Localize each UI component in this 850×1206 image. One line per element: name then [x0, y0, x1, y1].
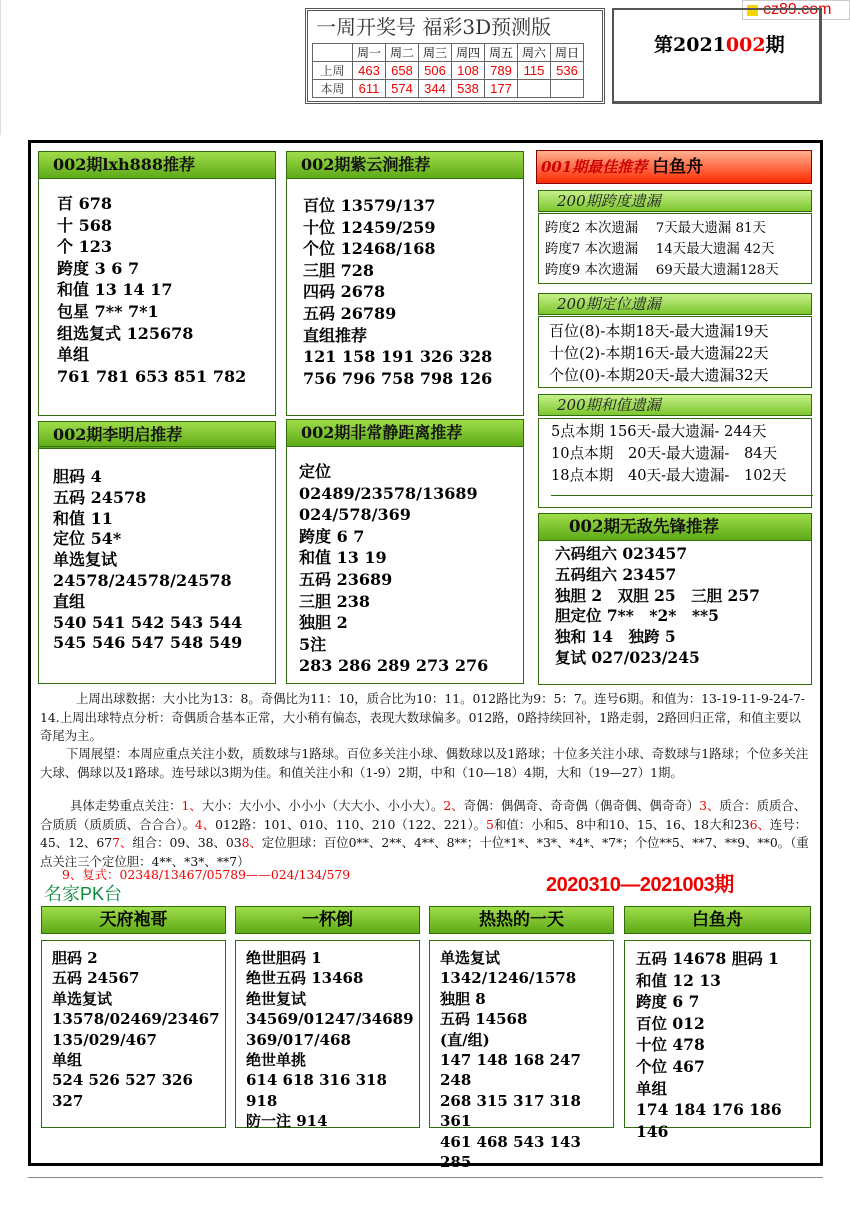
- pk-line: 单组: [636, 1078, 668, 1098]
- draw-number: 574: [386, 80, 419, 98]
- box-line: 五码 24578: [53, 487, 147, 507]
- pos-miss-content: [538, 316, 812, 388]
- pk-line: 防一注 914: [246, 1112, 328, 1131]
- pk-line: 绝世胆码 1: [246, 949, 322, 967]
- box-line: 组选复式 125678: [57, 323, 194, 343]
- box-line: 六码组六 023457: [555, 544, 688, 563]
- box-line: 十位 12459/259: [303, 217, 436, 237]
- box3-content: [38, 446, 276, 684]
- analysis-paragraph-4: 9、复式：02348/13467/05789——024/134/579: [62, 867, 351, 882]
- pk-line: 147 148 168 247 248: [440, 1051, 581, 1090]
- pos-miss-title: 200期定位遗漏: [538, 293, 812, 315]
- pk-col2-content: [235, 940, 420, 1131]
- miss-line: 个位(0)-本期20天-最大遗漏32天: [549, 366, 769, 384]
- pk-line: 跨度 6 7: [636, 992, 700, 1012]
- box-line: 24578/24578/24578: [53, 570, 232, 590]
- draw-number: 344: [419, 80, 452, 98]
- box1-content: [38, 178, 276, 416]
- draw-number: 789: [485, 62, 518, 80]
- pk-line: (直/组): [440, 1030, 490, 1049]
- box-line: 121 158 191 326 328: [303, 347, 493, 367]
- box-line: 百位 13579/137: [303, 196, 436, 215]
- draw-number: [551, 80, 584, 98]
- box-line: 跨度 6 7: [299, 526, 365, 546]
- issue-number: 002: [725, 34, 766, 56]
- pk-section-label: 名家PK台: [44, 884, 123, 904]
- pk-line: 百位 012: [636, 1013, 705, 1033]
- row-label: 本周: [313, 80, 353, 98]
- span-miss-content: [538, 213, 812, 284]
- box-line: 5注: [299, 634, 327, 654]
- box2-content: [286, 178, 524, 416]
- weekly-draw-title: 一周开奖号 福彩3D预测版: [316, 15, 552, 39]
- pk-line: 单选复试: [52, 989, 113, 1008]
- box-line: 三胆 728: [303, 260, 374, 280]
- pk-line: 绝世五码 13468: [246, 969, 364, 988]
- pk-line: 五码 14568: [440, 1010, 528, 1029]
- draw-number: 536: [551, 62, 584, 80]
- pk-col3-title: 热热的一天: [429, 906, 614, 934]
- miss-line: 5点本期 156天-最大遗漏- 244天: [551, 423, 767, 440]
- last-week-row: [313, 62, 584, 80]
- day-header: 周五: [485, 44, 518, 62]
- box-line: 复试 027/023/245: [555, 647, 700, 667]
- draw-number: 115: [518, 62, 551, 80]
- sum-miss-content: [538, 418, 812, 508]
- day-header: 周二: [386, 44, 419, 62]
- pk-line: 174 184 176 186 146: [636, 1100, 782, 1141]
- day-header: 周一: [353, 44, 386, 62]
- day-header: 周三: [419, 44, 452, 62]
- pk-line: 五码 24567: [52, 969, 140, 988]
- box-line: 024/578/369: [299, 505, 411, 525]
- left-edge-line: [0, 0, 1, 135]
- pk-line: 绝世单挑: [246, 1051, 307, 1070]
- box-line: 283 286 289 273 276: [299, 656, 489, 676]
- miss-line: 10点本期 20天-最大遗漏- 84天: [551, 445, 778, 462]
- miss-line: 跨度9 本次遗漏 69天最大遗漏128天: [545, 263, 779, 278]
- row-label: 上周: [313, 62, 353, 80]
- pk-col4-title: 白鱼舟: [624, 906, 811, 934]
- box-line: 独和 14 独跨 5: [555, 627, 676, 647]
- best-recommend-name: 白鱼舟: [652, 157, 704, 177]
- pk-line: 个位 467: [636, 1056, 705, 1076]
- box-line: 定位 54*: [53, 529, 122, 549]
- box-line: 五码 23689: [299, 569, 393, 589]
- miss-line: 18点本期 40天-最大遗漏- 102天: [551, 467, 787, 484]
- box-line: 和值 13 19: [299, 548, 387, 568]
- box-line: 包星 7** 7*1: [57, 301, 159, 321]
- pk-line: 胆码 2: [52, 949, 98, 967]
- this-week-row: [313, 80, 584, 98]
- box-line: 单组: [57, 345, 90, 365]
- draw-number: 506: [419, 62, 452, 80]
- box-line: 独胆 2 双胆 25 三胆 257: [555, 585, 760, 605]
- box-line: 五码组六 23457: [555, 564, 677, 584]
- divider: [551, 495, 813, 496]
- box5-title: 002期无敌先锋推荐: [538, 513, 812, 541]
- box-line: 756 796 758 798 126: [303, 368, 493, 388]
- miss-line: 十位(2)-本期16天-最大遗漏22天: [549, 344, 769, 362]
- draw-number: 611: [353, 80, 386, 98]
- pk-line: 13578/02469/23467: [52, 1010, 220, 1029]
- miss-line: 百位(8)-本期18天-最大遗漏19天: [549, 322, 769, 340]
- watermark-text: cz89.com: [763, 1, 832, 18]
- box-line: 百 678: [57, 194, 112, 213]
- pk-line: 461 468 543 143 285: [440, 1132, 581, 1172]
- weekly-days-row: [313, 44, 584, 62]
- pk-issue-range: 2020310—2021003期: [546, 874, 734, 896]
- pk-line: 绝世复试: [246, 989, 307, 1008]
- pk-line: 十位 478: [636, 1035, 705, 1055]
- draw-number: 463: [353, 62, 386, 80]
- pk-line: 独胆 8: [440, 989, 486, 1008]
- box-line: 个 123: [57, 237, 112, 257]
- box-line: 761 781 653 851 782: [57, 366, 247, 386]
- pk-line: 和值 12 13: [636, 970, 721, 990]
- draw-number: [518, 80, 551, 98]
- box-line: 545 546 547 548 549: [53, 633, 243, 653]
- day-header: 周日: [551, 44, 584, 62]
- draw-number: 658: [386, 62, 419, 80]
- miss-line: 跨度7 本次遗漏 14天最大遗漏 42天: [545, 242, 775, 257]
- box-line: 独胆 2: [299, 613, 348, 633]
- box4-content: [286, 446, 524, 684]
- pk-col4-content: [624, 940, 811, 1141]
- pk-col1-title: 天府袍哥: [41, 906, 226, 934]
- pk-col1-content: [41, 940, 226, 1128]
- weekly-draw-table: [312, 43, 584, 98]
- pk-line: 135/029/467: [52, 1030, 157, 1049]
- issue-number-box: [612, 8, 822, 104]
- pk-line: 369/017/468: [246, 1030, 351, 1049]
- pk-line: 268 315 317 318 361: [440, 1091, 581, 1131]
- box-line: 十 568: [57, 215, 112, 235]
- pk-line: 524 526 527 326 327: [52, 1071, 193, 1110]
- box-line: 三胆 238: [299, 591, 370, 611]
- box-line: 直组推荐: [303, 325, 368, 345]
- box-line: 跨度 3 6 7: [57, 258, 140, 278]
- pk-line: 34569/01247/34689: [246, 1010, 414, 1029]
- box-line: 五码 26789: [303, 303, 397, 323]
- page-bottom-rule: [28, 1177, 823, 1178]
- pk-line: 五码 14678 胆码 1: [636, 949, 779, 968]
- box-line: 直组: [53, 591, 86, 611]
- draw-number: 108: [452, 62, 485, 80]
- analysis-paragraph-2: 下周展望：本周应重点关注小数，质数球与1路球。百位多关注小球、偶数球以及1路球；十位多关注小球、奇数球与1路球；个位多关注大球、偶球以及1路球。连号球以3期为佳。和值关注小和（1-9）2期，中和（10—18）4期，大和（19—27）1期。: [40, 746, 809, 780]
- box2-title: 002期紫云涧推荐: [286, 151, 524, 179]
- best-recommend-banner: 001期最佳推荐 白鱼舟: [536, 150, 812, 184]
- pk-line: 单组: [52, 1051, 83, 1070]
- pk-line: 1342/1246/1578: [440, 969, 577, 988]
- pk-line: 单选复试: [440, 949, 501, 967]
- box-line: 胆码 4: [53, 467, 102, 486]
- box-line: 四码 2678: [303, 282, 386, 302]
- miss-line: 跨度2 本次遗漏 7天最大遗漏 81天: [545, 221, 766, 236]
- pk-col2-title: 一杯倒: [235, 906, 420, 934]
- issue-title: 第2021002期: [654, 34, 785, 56]
- draw-number: 177: [485, 80, 518, 98]
- box-line: 02489/23578/13689: [299, 483, 478, 503]
- day-header: 周六: [518, 44, 551, 62]
- pk-col3-content: [429, 940, 614, 1172]
- analysis-paragraph-1: 上周出球数据：大小比为13：8。奇偶比为11：10，质合比为10：11。012路比为9：5：7。连号6期。和值为：13-19-11-9-24-7-14.上周出球特点分析：奇偶质合基本正常，大小稍有偏态，表现大数球偏多。012路，0路持续回补，1路走弱，2路回归正常，和值主要以奇尾为主。: [40, 691, 806, 743]
- weekly-draw-panel: [305, 8, 605, 104]
- box-line: 单选复试: [53, 550, 118, 570]
- day-header: 周四: [452, 44, 485, 62]
- box5-content: [538, 540, 812, 685]
- box-line: 540 541 542 543 544: [53, 612, 243, 632]
- draw-number: 538: [452, 80, 485, 98]
- box4-title: 002期非常静距离推荐: [286, 419, 524, 447]
- pk-line: 614 618 316 318 918: [246, 1071, 387, 1110]
- box1-title: 002期lxh888推荐: [38, 151, 276, 179]
- analysis-paragraph-3: 具体走势重点关注：1、大小：大小小、小小小（大大小、小小大）。2、奇偶：偶偶奇、奇奇偶（偶奇偶、偶奇奇）3、质合：质质合、合质质（质质质、合合合）。4、012路：101、010、110、210（122、221）。5和值：小和5、8中和10、15、16、18大和236、连号：45、12、677、组合：09、38、038、定位胆球：百位0**、2**、4**、8**；十位*1*、*3*、*4*、*7*；个位**5、**7、**9、**0。（重点关注三个定位胆：4**、*3*、**7）: [40, 798, 809, 869]
- box-line: 和值 11: [53, 508, 113, 528]
- box-line: 胆定位 7** *2* **5: [555, 606, 719, 626]
- box-line: 和值 13 14 17: [57, 280, 173, 300]
- box-line: 个位 12468/168: [303, 239, 436, 259]
- span-miss-title: 200期跨度遗漏: [538, 190, 812, 212]
- box-line: 定位: [299, 462, 332, 481]
- sum-miss-title: 200期和值遗漏: [538, 394, 812, 416]
- box3-title: 002期李明启推荐: [38, 421, 276, 449]
